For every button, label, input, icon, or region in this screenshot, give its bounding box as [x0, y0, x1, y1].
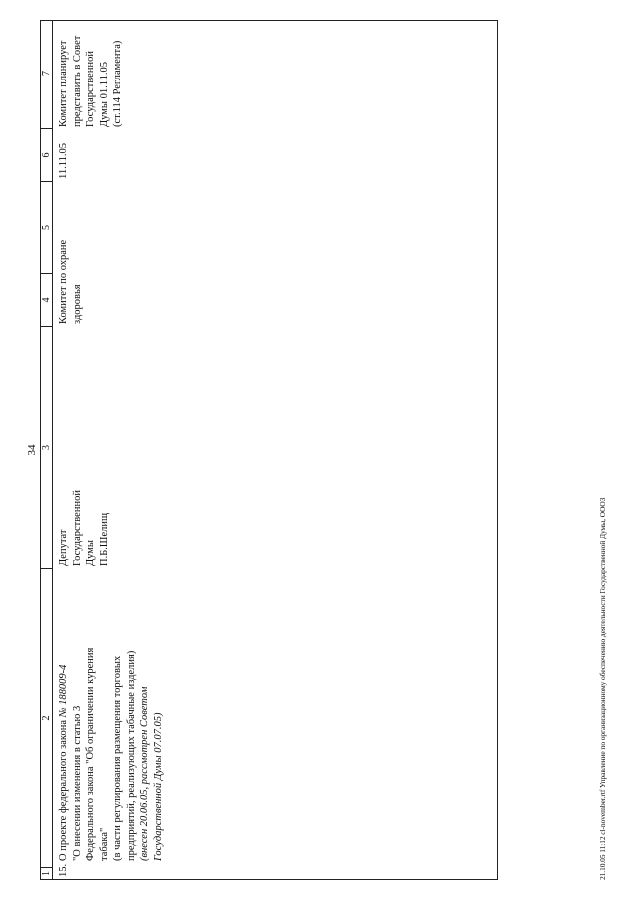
bill-line-3: Федерального закона "Об ограничении курения	[85, 647, 96, 861]
note-line-3: Государственной	[85, 51, 96, 127]
header-col-2: 2	[41, 568, 52, 867]
row-number: 15.	[58, 863, 69, 877]
committee-cell	[57, 174, 84, 324]
header-col-6: 6	[41, 128, 52, 181]
page-number: 34	[26, 444, 38, 456]
note-cell	[57, 19, 125, 127]
author-cell	[57, 446, 111, 566]
note-line-5: (ст.114 Регламента)	[112, 40, 123, 127]
document-footer: 21.10.05 11:12 cl-november.rtf Управление по организационному обеспечению деятельности Государственной Думы, ООО3	[598, 497, 607, 880]
header-col-3: 3	[41, 326, 52, 568]
author-line-4: П.Б.Шелищ	[98, 512, 110, 566]
author-line-3: Думы	[85, 540, 96, 566]
header-col-5: 5	[41, 181, 52, 273]
committee-line-1: Комитет по охране	[58, 239, 69, 324]
bill-line-7: (внесен 20.06.05, рассмотрен Советом	[139, 686, 150, 861]
bill-line-2: "О внесении изменения в статью 3	[71, 705, 83, 861]
bill-line-4: табака"	[98, 827, 110, 861]
note-line-4: Думы 01.11.05	[98, 62, 110, 127]
committee-line-2: здоровья	[71, 284, 83, 324]
header-col-4: 4	[41, 273, 52, 326]
date-cell: 11.11.05	[58, 143, 69, 179]
table-header-row	[41, 21, 53, 879]
bill-line-5: (в части регулирования размещения торговых	[112, 655, 123, 861]
header-col-1: 1	[41, 867, 52, 879]
author-line-2: Государственной	[71, 490, 83, 566]
bill-line-6: предприятий, реализующих табачные изделия)	[125, 650, 137, 861]
header-col-7: 7	[41, 71, 52, 76]
bill-number: № 188009-4	[58, 664, 69, 718]
bill-description	[57, 569, 165, 861]
bill-line-8: Государственной Думы 07.07.05)	[152, 712, 164, 861]
rotated-document-page	[20, 20, 620, 880]
note-line-1: Комитет планирует	[58, 40, 69, 127]
bill-title-prefix: О проекте федерального закона	[58, 717, 69, 861]
note-line-2: представить в Совет	[71, 35, 83, 127]
author-line-1: Депутат	[58, 529, 69, 566]
agenda-table	[40, 20, 498, 880]
